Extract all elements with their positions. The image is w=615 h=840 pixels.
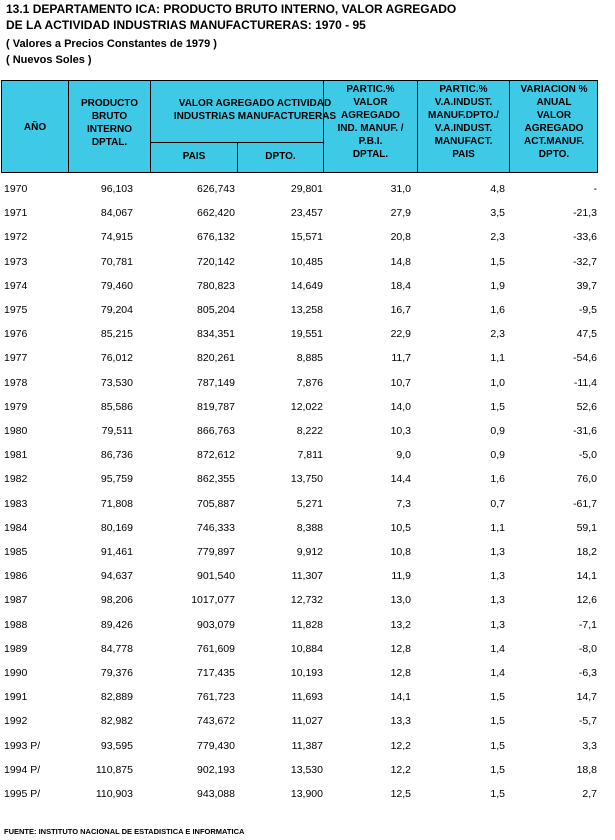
cell-partic-va: 1,3 — [490, 546, 505, 558]
cell-pbi: 94,637 — [100, 570, 133, 583]
cell-partic-valor: 18,4 — [390, 279, 411, 292]
cell-pais: 779,897 — [197, 546, 235, 558]
cell-year: 1971 — [4, 207, 28, 220]
cell-partic-valor: 10,5 — [390, 521, 411, 534]
cell-dpto: 13,530 — [290, 763, 323, 776]
cell-partic-valor: 10,8 — [390, 546, 411, 558]
table-row — [0, 251, 615, 275]
cell-dpto: 13,750 — [290, 473, 323, 486]
cell-pais: 903,079 — [197, 618, 235, 631]
cell-year: 1991 — [4, 691, 28, 704]
table-row — [0, 638, 615, 662]
cell-pbi: 79,376 — [100, 667, 133, 679]
cell-partic-va: 1,3 — [490, 618, 505, 631]
cell-partic-valor: 7,3 — [396, 497, 411, 510]
cell-variacion: -7,1 — [578, 618, 597, 631]
cell-variacion: -5,0 — [578, 449, 597, 462]
table-row — [0, 420, 615, 444]
cell-variacion: -32,7 — [573, 255, 597, 268]
cell-pais: 717,435 — [197, 667, 235, 679]
cell-partic-valor: 12,8 — [390, 667, 411, 679]
cell-partic-va: 1,5 — [490, 788, 505, 800]
cell-pbi: 79,511 — [101, 425, 133, 437]
cell-dpto: 23,457 — [290, 207, 323, 220]
table-row — [0, 710, 615, 734]
table-row — [0, 614, 615, 638]
source-note: FUENTE: INSTITUTO NACIONAL DE ESTADISTICA E INFORMATICA — [4, 827, 245, 836]
table-row — [0, 759, 615, 783]
table-row — [0, 372, 615, 396]
cell-partic-valor: 14,1 — [390, 691, 411, 704]
cell-pbi: 71,808 — [100, 497, 133, 510]
cell-year: 1987 — [4, 594, 28, 607]
cell-partic-va: 1,5 — [490, 255, 505, 268]
cell-dpto: 10,193 — [290, 667, 323, 679]
cell-pbi: 93,595 — [100, 739, 133, 752]
cell-pbi: 79,460 — [100, 279, 133, 292]
table-row — [0, 396, 615, 420]
cell-dpto: 12,732 — [290, 594, 323, 607]
cell-partic-va: 0,7 — [490, 497, 505, 510]
table-row — [0, 783, 615, 807]
cell-variacion: 18,2 — [576, 546, 597, 558]
cell-variacion: 12,6 — [576, 594, 597, 607]
cell-year: 1986 — [4, 570, 28, 583]
document-title-line2: DE LA ACTIVIDAD INDUSTRIAS MANUFACTURERAS: 1970 - 95 — [6, 18, 366, 32]
cell-partic-va: 4,8 — [490, 183, 505, 195]
cell-dpto: 11,828 — [291, 618, 323, 631]
cell-pbi: 82,889 — [100, 691, 133, 704]
table-row — [0, 178, 615, 202]
cell-partic-va: 1,5 — [490, 763, 505, 776]
cell-dpto: 9,912 — [296, 546, 323, 558]
cell-partic-valor: 11,7 — [391, 352, 411, 365]
cell-dpto: 10,884 — [290, 642, 323, 655]
cell-partic-valor: 20,8 — [390, 231, 411, 244]
cell-pbi: 79,204 — [100, 304, 133, 316]
cell-dpto: 11,387 — [291, 739, 323, 752]
cell-dpto: 19,551 — [290, 328, 323, 341]
cell-partic-valor: 12,2 — [390, 763, 411, 776]
document-subtitle-currency: ( Nuevos Soles ) — [6, 54, 92, 66]
header-pais: PAIS — [182, 151, 206, 162]
cell-year: 1994 P/ — [4, 763, 41, 776]
cell-dpto: 13,900 — [290, 788, 323, 800]
cell-partic-valor: 13,2 — [390, 618, 411, 631]
cell-partic-va: 1,4 — [490, 642, 505, 655]
cell-year: 1981 — [4, 449, 28, 462]
cell-pbi: 85,215 — [100, 328, 133, 341]
cell-variacion: -31,6 — [573, 425, 597, 437]
cell-partic-valor: 27,9 — [390, 207, 411, 220]
cell-pbi: 98,206 — [100, 594, 133, 607]
header-variacion: VARIACION % ANUAL VALOR AGREGADO ACT.MANUF. DPTO. — [520, 84, 588, 160]
cell-pais: 820,261 — [197, 352, 235, 365]
cell-year: 1982 — [4, 473, 28, 486]
cell-variacion: 59,1 — [576, 521, 597, 534]
header-dpto: DPTO. — [265, 151, 296, 162]
cell-dpto: 13,258 — [290, 304, 323, 316]
table-row — [0, 226, 615, 250]
table-row — [0, 444, 615, 468]
cell-partic-va: 0,9 — [490, 449, 505, 462]
cell-partic-valor: 14,0 — [390, 400, 411, 413]
cell-pais: 872,612 — [197, 449, 235, 462]
table-row — [0, 493, 615, 517]
cell-partic-valor: 11,9 — [391, 570, 411, 583]
cell-partic-va: 1,6 — [490, 473, 505, 486]
cell-partic-valor: 16,7 — [390, 304, 411, 316]
cell-pais: 805,204 — [197, 304, 235, 316]
header-partic-valor: PARTIC.% VALOR AGREGADO IND. MANUF. / P.B.I. DPTAL. — [337, 84, 404, 160]
cell-variacion: 39,7 — [576, 279, 597, 292]
cell-pbi: 84,067 — [100, 207, 133, 220]
cell-pbi: 96,103 — [100, 183, 133, 195]
cell-pais: 720,142 — [197, 255, 235, 268]
cell-partic-va: 0,9 — [490, 425, 505, 437]
table-row — [0, 662, 615, 686]
cell-dpto: 8,885 — [296, 352, 323, 365]
cell-dpto: 15,571 — [290, 231, 323, 244]
cell-pbi: 82,982 — [100, 715, 133, 728]
cell-year: 1989 — [4, 642, 28, 655]
cell-pbi: 95,759 — [100, 473, 133, 486]
cell-dpto: 29,801 — [290, 183, 323, 195]
cell-variacion: 3,3 — [582, 739, 597, 752]
cell-variacion: -5,7 — [578, 715, 597, 728]
cell-variacion: -21,3 — [573, 207, 597, 220]
cell-variacion: 18,8 — [576, 763, 597, 776]
cell-pais: 662,420 — [197, 207, 235, 220]
cell-year: 1978 — [4, 376, 28, 389]
cell-pais: 787,149 — [197, 376, 235, 389]
cell-year: 1985 — [4, 546, 28, 558]
cell-pais: 1017,077 — [191, 594, 235, 607]
cell-partic-valor: 10,3 — [390, 425, 411, 437]
cell-partic-valor: 13,0 — [390, 594, 411, 607]
cell-partic-valor: 9,0 — [396, 449, 411, 462]
cell-year: 1988 — [4, 618, 28, 631]
cell-partic-va: 1,5 — [490, 400, 505, 413]
cell-pbi: 85,586 — [100, 400, 133, 413]
cell-dpto: 7,811 — [297, 449, 323, 462]
table-row — [0, 686, 615, 710]
cell-pbi: 84,778 — [100, 642, 133, 655]
cell-dpto: 8,222 — [296, 425, 323, 437]
cell-variacion: -33,6 — [573, 231, 597, 244]
cell-year: 1979 — [4, 400, 28, 413]
cell-pais: 943,088 — [197, 788, 235, 800]
cell-dpto: 11,307 — [291, 570, 323, 583]
cell-year: 1995 P/ — [4, 788, 41, 800]
cell-partic-va: 1,3 — [490, 594, 505, 607]
cell-pais: 761,723 — [197, 691, 235, 704]
table-row — [0, 565, 615, 589]
table-row — [0, 589, 615, 613]
table-row — [0, 275, 615, 299]
cell-partic-va: 1,5 — [490, 739, 505, 752]
cell-pbi: 80,169 — [100, 521, 133, 534]
cell-partic-valor: 14,8 — [390, 255, 411, 268]
cell-pais: 834,351 — [197, 328, 235, 341]
cell-dpto: 10,485 — [290, 255, 323, 268]
cell-pbi: 110,903 — [95, 788, 133, 800]
cell-partic-va: 1,6 — [490, 304, 505, 316]
cell-pais: 746,333 — [197, 521, 235, 534]
cell-dpto: 11,027 — [291, 715, 323, 728]
cell-partic-va: 1,5 — [490, 715, 505, 728]
cell-variacion: -61,7 — [573, 497, 597, 510]
cell-variacion: 2,7 — [582, 788, 597, 800]
cell-partic-valor: 12,5 — [390, 788, 411, 800]
cell-dpto: 11,693 — [291, 691, 323, 704]
cell-pais: 626,743 — [197, 183, 235, 195]
cell-variacion: 52,6 — [576, 400, 597, 413]
table-row — [0, 735, 615, 759]
cell-partic-valor: 12,8 — [390, 642, 411, 655]
cell-year: 1990 — [4, 667, 28, 679]
table-row — [0, 468, 615, 492]
cell-partic-valor: 13,3 — [390, 715, 411, 728]
table-header — [1, 80, 598, 173]
cell-year: 1983 — [4, 497, 28, 510]
cell-partic-va: 1,0 — [490, 376, 505, 389]
cell-partic-va: 1,3 — [490, 570, 505, 583]
header-valor-agregado: VALOR AGREGADO ACTIVIDAD INDUSTRIAS MANUFACTURERAS — [173, 98, 337, 122]
cell-year: 1974 — [4, 279, 28, 292]
cell-pais: 862,355 — [197, 473, 235, 486]
cell-variacion: -54,6 — [573, 352, 597, 365]
cell-pbi: 73,530 — [100, 376, 133, 389]
header-partic-va: PARTIC.% V.A.INDUST. MANUF.DPTO./ V.A.INDUST. MANUFACT. PAIS — [428, 84, 499, 160]
cell-pais: 761,609 — [197, 642, 235, 655]
cell-partic-va: 1,4 — [490, 667, 505, 679]
cell-pais: 866,763 — [197, 425, 235, 437]
cell-year: 1993 P/ — [4, 739, 41, 752]
cell-year: 1970 — [4, 183, 28, 195]
cell-year: 1984 — [4, 521, 28, 534]
cell-partic-va: 2,3 — [490, 231, 505, 244]
cell-year: 1992 — [4, 715, 28, 728]
document-subtitle-units: ( Valores a Precios Constantes de 1979 ) — [6, 38, 217, 50]
cell-partic-valor: 31,0 — [390, 183, 411, 195]
header-divider — [150, 142, 324, 143]
cell-pais: 779,430 — [197, 739, 235, 752]
table-row — [0, 202, 615, 226]
header-pbi: PRODUCTO BRUTO INTERNO DPTAL. — [80, 98, 139, 148]
cell-partic-valor: 14,4 — [390, 473, 411, 486]
cell-variacion: -11,4 — [573, 376, 597, 389]
cell-pbi: 89,426 — [100, 618, 133, 631]
table-row — [0, 299, 615, 323]
cell-variacion: 76,0 — [576, 473, 597, 486]
cell-pais: 705,887 — [197, 497, 235, 510]
cell-partic-va: 2,3 — [490, 328, 505, 341]
cell-variacion: 47,5 — [576, 328, 597, 341]
cell-pbi: 91,461 — [100, 546, 133, 558]
cell-variacion: 14,1 — [576, 570, 597, 583]
cell-pbi: 70,781 — [100, 255, 133, 268]
cell-partic-va: 1,1 — [490, 521, 505, 534]
cell-variacion: -8,0 — [578, 642, 597, 655]
cell-pais: 743,672 — [197, 715, 235, 728]
cell-pais: 902,193 — [197, 763, 235, 776]
cell-pbi: 86,736 — [100, 449, 133, 462]
cell-year: 1973 — [4, 255, 28, 268]
cell-partic-va: 3,5 — [490, 207, 505, 220]
cell-variacion: -6,3 — [578, 667, 597, 679]
cell-dpto: 12,022 — [290, 400, 323, 413]
cell-dpto: 5,271 — [296, 497, 323, 510]
cell-partic-valor: 22,9 — [390, 328, 411, 341]
cell-pais: 780,823 — [197, 279, 235, 292]
cell-partic-va: 1,9 — [490, 279, 505, 292]
cell-partic-valor: 10,7 — [390, 376, 411, 389]
cell-year: 1976 — [4, 328, 28, 341]
document-title: 13.1 DEPARTAMENTO ICA: PRODUCTO BRUTO INTERNO, VALOR AGREGADO — [6, 2, 457, 16]
cell-pbi: 76,012 — [100, 352, 133, 365]
cell-partic-valor: 12,2 — [390, 739, 411, 752]
cell-partic-va: 1,1 — [490, 352, 505, 365]
cell-pbi: 74,915 — [100, 231, 133, 244]
cell-dpto: 8,388 — [296, 521, 323, 534]
table-row — [0, 541, 615, 565]
table-row — [0, 347, 615, 371]
cell-pais: 901,540 — [197, 570, 235, 583]
cell-dpto: 7,876 — [296, 376, 323, 389]
table-row — [0, 517, 615, 541]
cell-variacion: - — [593, 183, 597, 195]
cell-variacion: -9,5 — [578, 304, 597, 316]
cell-pais: 819,787 — [197, 400, 235, 413]
cell-partic-va: 1,5 — [490, 691, 505, 704]
header-year: AÑO — [23, 122, 47, 133]
cell-variacion: 14,7 — [576, 691, 597, 704]
table-row — [0, 323, 615, 347]
cell-year: 1975 — [4, 304, 28, 316]
cell-year: 1980 — [4, 425, 28, 437]
cell-pais: 676,132 — [197, 231, 235, 244]
cell-dpto: 14,649 — [290, 279, 323, 292]
cell-year: 1977 — [4, 352, 28, 365]
cell-pbi: 110,875 — [95, 763, 133, 776]
cell-year: 1972 — [4, 231, 28, 244]
